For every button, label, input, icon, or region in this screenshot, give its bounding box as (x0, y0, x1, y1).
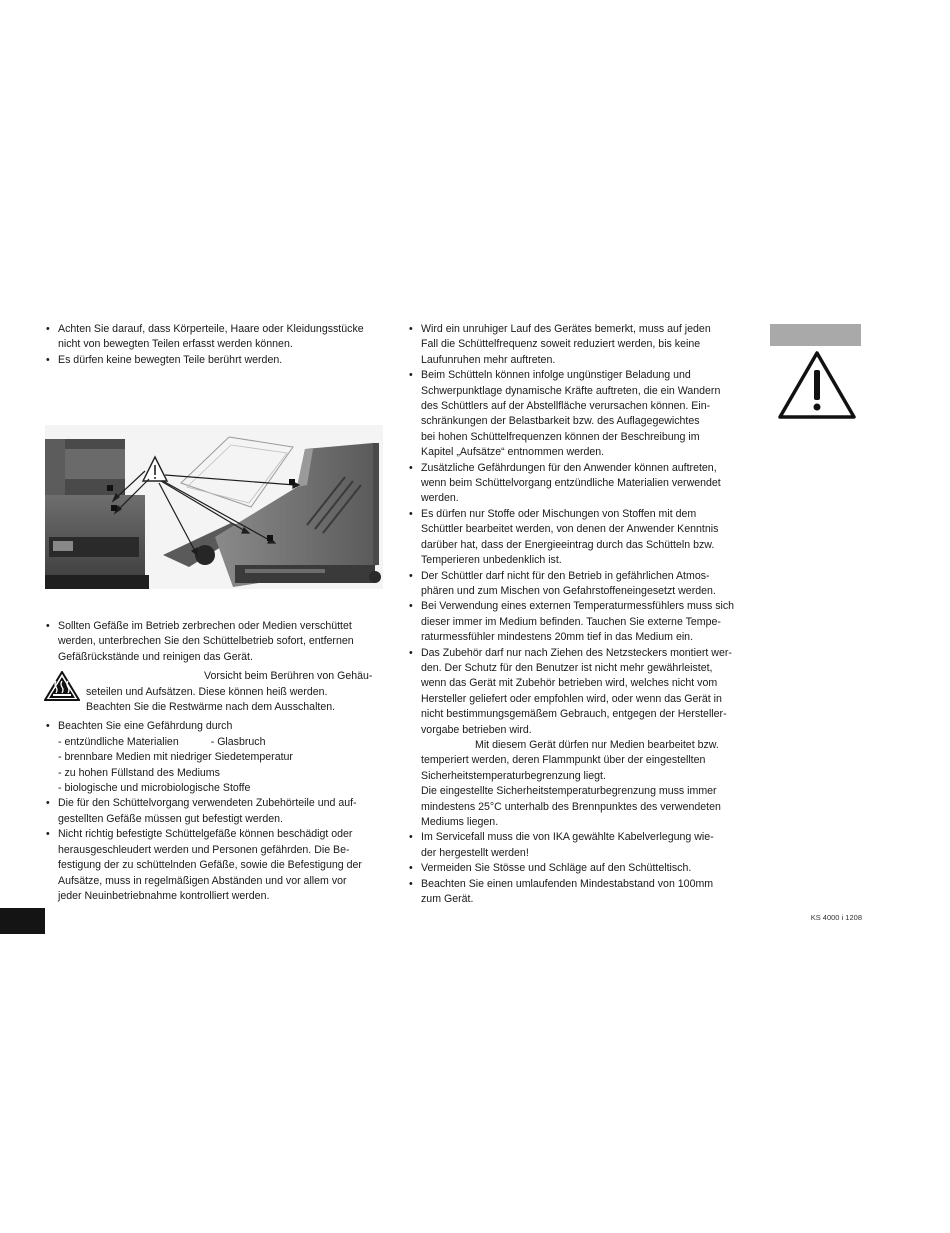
hot-surface-line: seteilen und Aufsätzen. Diese können heiß werden. (86, 685, 328, 698)
hot-surface-line: Vorsicht beim Berühren von Gehäu- (204, 670, 373, 683)
list-item: • Wird ein unruhiger Lauf des Gerätes bemerkt, muss auf jeden Fall die Schüttelfrequenz soweit reduziert werden, bis keine Laufunruhen mehr auftreten. (407, 322, 757, 368)
list-item: • Die für den Schüttelvorgang verwendeten Zubehörteile und auf- gestellten Gefäße müssen gut befestigt werden. (44, 796, 394, 827)
shaker-hazard-figure (45, 425, 383, 589)
list-item: • Achten Sie darauf, dass Körperteile, Haare oder Kleidungsstücke nicht von bewegten Teilen erfasst werden können. (44, 322, 394, 353)
list-item: • Das Zubehör darf nur nach Ziehen des Netzsteckers montiert wer- den. Der Schutz für den Benutzer ist nicht mehr gewährleistet, wenn das Gerät mit Zubehör betrieben wird, welches nicht vom Hersteller geliefert oder empfohlen wird, oder wenn das Gerät in nicht bestimmungsgemäßem Gebrauch, entgegen der Hersteller- vorgabe betrieben wird. (407, 646, 757, 738)
list-item: • Der Schüttler darf nicht für den Betrieb in gefährlichen Atmos- phären und zum Mischen von Gefahrstoffeneingesetzt werden. (407, 569, 757, 600)
hazard-bullet-list (44, 719, 394, 904)
hot-surface-line: Beachten Sie die Restwärme nach dem Ausschalten. (86, 701, 336, 714)
list-item: • Beim Schütteln können infolge ungünstiger Beladung und Schwerpunktlage dynamische Kräfte auftreten, die ein Wandern des Schüttlers auf der Abstellfläche verursachen können. Ein- schränkungen der Belastbarkeit bzw. des Auflagegewichtes bei hohen Schüttelfrequenzen können der Beschreibung im Kapitel „Aufsätze“ entnommen werden. (407, 368, 757, 460)
hazard-line: - biologische und microbiologische Stoffe (58, 782, 251, 795)
list-item: • Nicht richtig befestigte Schüttelgefäße können beschädigt oder herausgeschleudert werden und Personen gefährden. Die Be- festigung der zu schüttelnden Gefäße, sowie die Befestigung der Aufsätze, muss in regelmäßigen Abständen und vor allem vor jeder Neuinbetriebnahme kontrolliert werden. (44, 827, 394, 904)
list-item: • Zusätzliche Gefährdungen für den Anwender können auftreten, wenn beim Schüttelvorgang entzündliche Materialien verwendet werden. (407, 461, 757, 507)
hot-surface-notice (44, 669, 394, 715)
safety-bullet-list (407, 322, 757, 738)
general-warning-triangle-icon (777, 350, 857, 420)
left-column-lower (44, 619, 394, 904)
middle-column (407, 322, 757, 907)
list-item: • Beachten Sie eine Gefährdung durch - entzündliche Materialien - Glasbruch - brennbare Medien mit niedriger Siedetemperatur - zu hohen Füllstand des Mediums - biologische und microbiologische Stoffe (44, 719, 394, 796)
list-item: • Bei Verwendung eines externen Temperaturmessfühlers muss sich dieser immer im Medium befinden. Tauchen Sie externe Tempe- raturmessfühler mindestens 20mm tief in das Medium ein. (407, 599, 757, 645)
flashpoint-paragraph: Mit diesem Gerät dürfen nur Medien bearbeitet bzw. temperiert werden, deren Flammpunkt über der eingestellten Sicherheitstemperaturbegrenzung liegt. Die eingestellte Sicherheitstemperaturbegrenzung muss immer mindestens 25°C unterhalb des Brennpunktes des verwendeten Mediums liegen. (421, 738, 721, 828)
list-item: • Es dürfen nur Stoffe oder Mischungen von Stoffen mit dem Schüttler bearbeitet werden, von denen der Anwender Kenntnis darüber hat, dass der Energieeintrag durch das Schütteln bzw. Temperieren unbedenklich ist. (407, 507, 757, 569)
document-code: KS 4000 i 1208 (810, 913, 862, 922)
service-bullet-list (407, 830, 757, 907)
list-item: • Im Servicefall muss die von IKA gewählte Kabelverlegung wie- der hergestellt werden! (407, 830, 757, 861)
page-edge-marker (0, 908, 45, 934)
hazard-line: - brennbare Medien mit niedriger Siedetemperatur (58, 751, 293, 764)
top-bullet-list (44, 322, 394, 368)
hazard-line: - entzündliche Materialien - Glasbruch (58, 735, 266, 748)
list-item: • Sollten Gefäße im Betrieb zerbrechen oder Medien verschüttet werden, unterbrechen Sie den Schüttelbetrieb sofort, entfernen Gefäßrückstände und reinigen das Gerät. (44, 619, 394, 665)
hazard-line: - zu hohen Füllstand des Mediums (58, 766, 220, 779)
list-item: • Vermeiden Sie Stösse und Schläge auf den Schütteltisch. (407, 861, 757, 876)
list-item: • Beachten Sie einen umlaufenden Mindestabstand von 100mm zum Gerät. (407, 877, 757, 908)
hot-surface-warning-icon (44, 671, 80, 701)
section-tab (770, 324, 861, 346)
list-item: • Es dürfen keine bewegten Teile berührt werden. (44, 353, 394, 368)
spill-bullet-list (44, 619, 394, 665)
left-column (44, 322, 394, 368)
